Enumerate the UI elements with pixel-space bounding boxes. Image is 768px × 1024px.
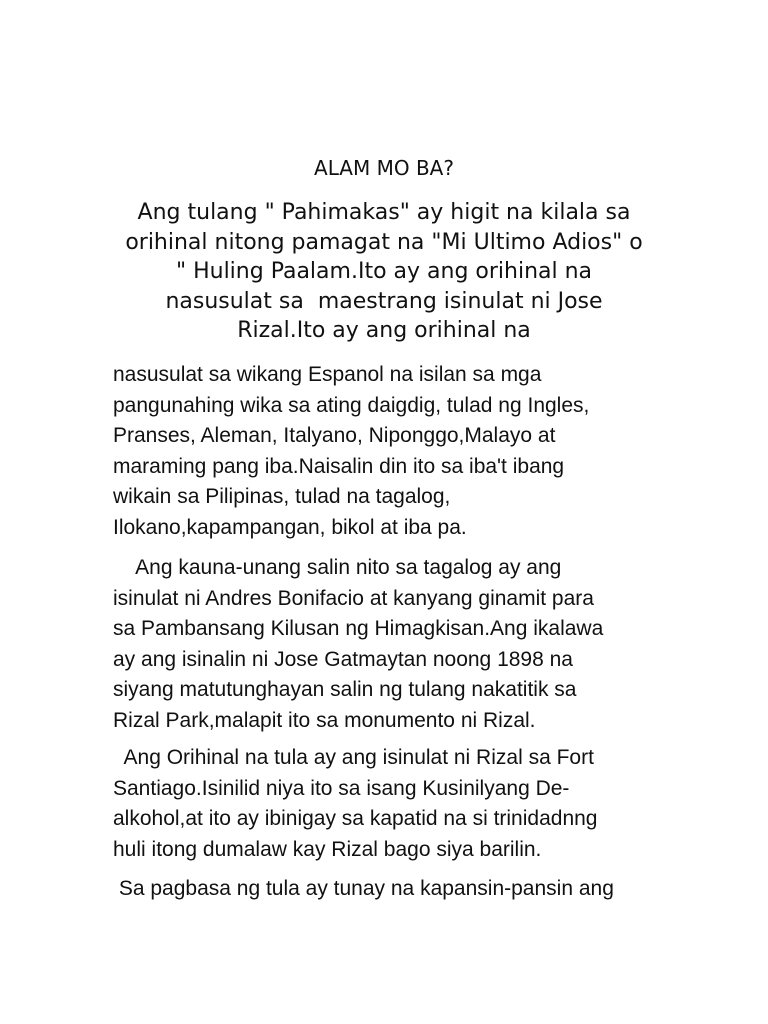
- paragraph-original: [113, 743, 693, 865]
- paragraph-line: alkohol,at ito ay ibinigay sa kapatid na si trinidadnng: [113, 807, 598, 830]
- paragraph-line: huli itong dumalaw kay Rizal bago siya barilin.: [113, 837, 542, 861]
- paragraph-line: sa Pambansang Kilusan ng Himagkisan.Ang ikalawa: [113, 617, 604, 640]
- paragraph-line: nasusulat sa wikang Espanol na isilan sa mga: [113, 363, 542, 386]
- intro-line: orihinal nitong pamagat na "Mi Ultimo Adios" o: [125, 229, 643, 255]
- paragraph-line: siyang matutunghayan salin ng tulang nakatitik sa: [113, 678, 577, 701]
- paragraph-line: wikain sa Pilipinas, tulad na tagalog,: [113, 485, 451, 508]
- paragraph-line: Ang kauna-unang salin nito sa tagalog ay ang: [113, 556, 562, 579]
- paragraph-languages: [113, 360, 693, 543]
- paragraph-line: Rizal Park,malapit ito sa monumento ni Rizal.: [113, 708, 536, 732]
- paragraph-line: Ilokano,kapampangan, bikol at iba pa.: [113, 515, 467, 539]
- paragraph-reading: [113, 874, 693, 905]
- intro-line: Rizal.Ito ay ang orihinal na: [237, 318, 531, 343]
- paragraph-translations: [113, 553, 693, 736]
- paragraph-line: Sa pagbasa ng tula ay tunay na kapansin-pansin ang: [113, 877, 614, 900]
- document-title: ALAM MO BA?: [314, 156, 454, 180]
- intro-paragraph: [100, 198, 668, 346]
- paragraph-line: Pranses, Aleman, Italyano, Niponggo,Malayo at: [113, 424, 556, 447]
- intro-line: Ang tulang " Pahimakas" ay higit na kilala sa: [137, 200, 631, 225]
- paragraph-line: Ang Orihinal na tula ay ang isinulat ni Rizal sa Fort: [113, 746, 594, 769]
- intro-line: " Huling Paalam.Ito ay ang orihinal na: [175, 259, 593, 284]
- paragraph-line: Santiago.Isinilid niya ito sa isang Kusinilyang De-: [113, 776, 570, 800]
- paragraph-line: ay ang isinalin ni Jose Gatmaytan noong 1898 na: [113, 647, 573, 671]
- paragraph-line: isinulat ni Andres Bonifacio at kanyang ginamit para: [113, 586, 594, 610]
- intro-line: nasusulat sa maestrang isinulat ni Jose: [165, 288, 603, 314]
- paragraph-line: pangunahing wika sa ating daigdig, tulad ng Ingles,: [113, 393, 590, 417]
- paragraph-line: maraming pang iba.Naisalin din ito sa iba't ibang: [113, 454, 565, 478]
